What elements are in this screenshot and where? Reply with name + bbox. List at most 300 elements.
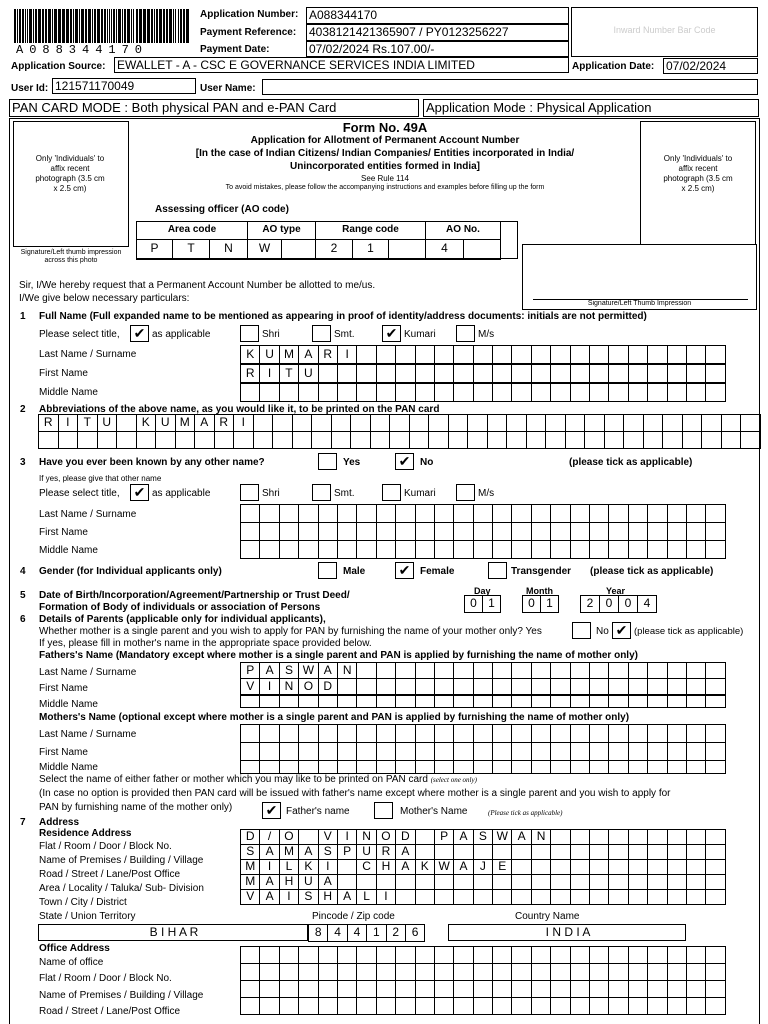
- char-cell: [609, 875, 628, 890]
- char-cell: [410, 432, 430, 449]
- char-cell: [474, 679, 493, 695]
- char-cell: [668, 830, 687, 845]
- q3-smt-check[interactable]: [312, 484, 331, 501]
- app-date-field: 07/02/2024: [663, 58, 758, 74]
- char-cell: [551, 384, 570, 402]
- q4-num: 4: [20, 566, 26, 577]
- barcode-bar: [169, 9, 172, 43]
- char-cell: [371, 432, 391, 449]
- char-cell: [706, 663, 725, 679]
- char-cell: [454, 523, 473, 541]
- char-cell: [532, 964, 551, 981]
- char-cell: [260, 981, 279, 998]
- q2-text: Abbreviations of the above name, as you would like it, to be printed on the PAN card: [39, 404, 440, 415]
- char-cell: [338, 947, 357, 964]
- barcode-bar: [109, 9, 110, 43]
- q6-f-last-grid[interactable]: [240, 662, 726, 679]
- char-cell: [493, 365, 512, 383]
- q7-office-premises-label: Name of Premises / Building / Village: [39, 990, 204, 1001]
- char-cell: [435, 384, 454, 402]
- char-cell: [551, 523, 570, 541]
- char-cell: [532, 947, 551, 964]
- char-cell: [377, 875, 396, 890]
- q4-trans-label: Transgender: [511, 566, 572, 577]
- char-cell: [493, 964, 512, 981]
- q7-office-row4[interactable]: [240, 997, 726, 1015]
- char-cell: [474, 743, 493, 761]
- char-cell: [474, 523, 493, 541]
- q7-office-row3[interactable]: [240, 980, 726, 998]
- q6-f-middle-grid[interactable]: [240, 695, 726, 708]
- char-cell: [396, 725, 415, 743]
- q6-mothers-check[interactable]: [374, 802, 393, 819]
- char-cell: [629, 384, 648, 402]
- q5-month-label: Month: [526, 586, 553, 596]
- char-cell: [416, 998, 435, 1015]
- char-cell: [629, 696, 648, 708]
- char-cell: M: [280, 346, 299, 364]
- q3-as-app: as applicable: [152, 488, 211, 499]
- char-cell: [668, 679, 687, 695]
- q1-smt-check[interactable]: [312, 325, 331, 342]
- char-cell: [648, 761, 667, 774]
- barcode-bar: [143, 9, 146, 43]
- char-cell: [454, 743, 473, 761]
- char-cell: [668, 523, 687, 541]
- char-cell: [416, 890, 435, 905]
- char-cell: [609, 679, 628, 695]
- q7-label-premises: Name of Premises / Building / Village: [39, 855, 204, 866]
- char-cell: 2: [387, 925, 406, 942]
- char-cell: [609, 981, 628, 998]
- q1-middle-label: Middle Name: [39, 387, 98, 398]
- app-date-label: Application Date:: [572, 61, 655, 72]
- q7-title: Address: [39, 817, 80, 828]
- q6-m-last-grid[interactable]: [240, 724, 726, 743]
- char-cell: [741, 415, 761, 432]
- char-cell: [687, 696, 706, 708]
- char-cell: [683, 415, 703, 432]
- char-cell: [648, 365, 667, 383]
- char-cell: 1: [483, 596, 501, 613]
- q5-day-grid[interactable]: [464, 595, 501, 613]
- barcode-bar: [45, 9, 47, 43]
- char-cell: [357, 725, 376, 743]
- char-cell: [338, 523, 357, 541]
- char-cell: [280, 964, 299, 981]
- char-cell: [648, 679, 667, 695]
- char-cell: [687, 505, 706, 523]
- char-cell: [571, 845, 590, 860]
- char-cell: [371, 415, 391, 432]
- char-cell: [648, 346, 667, 364]
- char-cell: [687, 964, 706, 981]
- char-cell: [260, 505, 279, 523]
- barcode-bar: [94, 9, 96, 43]
- char-cell: A: [299, 845, 318, 860]
- q4-trans-check[interactable]: [488, 562, 507, 579]
- char-cell: [532, 860, 551, 875]
- barcode-bar: [186, 9, 189, 43]
- form-title: Form No. 49A: [342, 120, 428, 135]
- char-cell: [454, 679, 473, 695]
- q3-ms-check[interactable]: [456, 484, 475, 501]
- char-cell: [687, 523, 706, 541]
- q6-fathers-label: Father's name: [286, 806, 350, 817]
- ao-cell: P: [137, 240, 173, 260]
- char-cell: [319, 523, 338, 541]
- char-cell: [668, 998, 687, 1015]
- q1-last-grid[interactable]: [240, 345, 726, 364]
- char-cell: [299, 998, 318, 1015]
- char-cell: [454, 981, 473, 998]
- char-cell: [532, 541, 551, 559]
- barcode-bar: [136, 9, 138, 43]
- q2-row1-grid[interactable]: [38, 414, 761, 432]
- ao-title: Assessing officer (AO code): [155, 204, 289, 215]
- char-cell: [566, 432, 586, 449]
- char-cell: 0: [523, 596, 541, 613]
- char-cell: [396, 541, 415, 559]
- char-cell: [377, 696, 396, 708]
- char-cell: M: [176, 415, 196, 432]
- char-cell: [377, 523, 396, 541]
- q1-shri-check[interactable]: [240, 325, 259, 342]
- char-cell: [493, 947, 512, 964]
- payment-ref-field: 4038121421365907 / PY0123256227: [306, 24, 569, 41]
- char-cell: [624, 415, 644, 432]
- char-cell: [280, 505, 299, 523]
- char-cell: V: [319, 830, 338, 845]
- q7-office-row2[interactable]: [240, 963, 726, 981]
- char-cell: [551, 860, 570, 875]
- q6-tick-app: (Please tick as applicable): [488, 809, 563, 817]
- char-cell: [416, 346, 435, 364]
- char-cell: [332, 432, 352, 449]
- char-cell: [644, 432, 664, 449]
- char-cell: [571, 505, 590, 523]
- char-cell: [702, 432, 722, 449]
- photo-box-right: [640, 121, 756, 245]
- char-cell: N: [357, 830, 376, 845]
- char-cell: [571, 346, 590, 364]
- ao-header-row: [136, 221, 501, 240]
- q1-middle-grid[interactable]: [240, 383, 726, 402]
- barcode-bar: [38, 9, 41, 43]
- char-cell: M: [241, 875, 260, 890]
- char-cell: [706, 679, 725, 695]
- char-cell: [396, 875, 415, 890]
- q7-row-flat[interactable]: [240, 829, 726, 845]
- q7-row-premises[interactable]: [240, 844, 726, 860]
- q7-office-row1[interactable]: [240, 946, 726, 964]
- char-cell: [668, 964, 687, 981]
- char-cell: [706, 384, 725, 402]
- char-cell: [590, 679, 609, 695]
- char-cell: [668, 890, 687, 905]
- char-cell: P: [338, 845, 357, 860]
- char-cell: [416, 845, 435, 860]
- char-cell: [571, 679, 590, 695]
- q1-first-grid[interactable]: [240, 364, 726, 383]
- char-cell: [377, 541, 396, 559]
- char-cell: [416, 663, 435, 679]
- char-cell: I: [260, 365, 279, 383]
- char-cell: [319, 541, 338, 559]
- char-cell: [357, 663, 376, 679]
- q3-no-check[interactable]: ✔: [395, 453, 414, 470]
- char-cell: [280, 998, 299, 1015]
- char-cell: [273, 432, 293, 449]
- char-cell: [319, 365, 338, 383]
- char-cell: I: [260, 679, 279, 695]
- char-cell: U: [299, 365, 318, 383]
- barcode-bar: [131, 9, 132, 43]
- q1-text: Full Name (Full expanded name to be mentioned as appearing in proof of identity/address documents: initials are not permitted): [39, 311, 647, 322]
- char-cell: [396, 981, 415, 998]
- q6-m-first-label: First Name: [39, 747, 88, 758]
- char-cell: [117, 415, 137, 432]
- q2-row2-grid[interactable]: [38, 431, 761, 449]
- char-cell: [590, 875, 609, 890]
- ao-value-row: [136, 239, 501, 260]
- q6-incase2: PAN by furnishing name of the mother only): [39, 802, 233, 813]
- char-cell: [299, 761, 318, 774]
- char-cell: [605, 432, 625, 449]
- char-cell: [319, 947, 338, 964]
- char-cell: [532, 743, 551, 761]
- char-cell: [585, 415, 605, 432]
- q7-pin-grid[interactable]: [308, 924, 425, 942]
- q5-line1: Date of Birth/Incorporation/Agreement/Partnership or Trust Deed/: [39, 590, 350, 601]
- char-cell: [474, 890, 493, 905]
- char-cell: U: [299, 875, 318, 890]
- char-cell: [629, 365, 648, 383]
- char-cell: [629, 981, 648, 998]
- q4-male-label: Male: [343, 566, 366, 577]
- q4-male-check[interactable]: [318, 562, 337, 579]
- char-cell: [260, 947, 279, 964]
- char-cell: [474, 725, 493, 743]
- q7-country-field[interactable]: I N D I A: [448, 924, 686, 941]
- char-cell: [571, 725, 590, 743]
- q6-m-middle-grid[interactable]: [240, 760, 726, 774]
- char-cell: [687, 981, 706, 998]
- char-cell: [474, 981, 493, 998]
- q3-last-grid[interactable]: [240, 504, 726, 523]
- q1-first-label: First Name: [39, 368, 88, 379]
- char-cell: [571, 981, 590, 998]
- char-cell: [706, 830, 725, 845]
- char-cell: U: [98, 415, 118, 432]
- char-cell: [648, 523, 667, 541]
- char-cell: [687, 346, 706, 364]
- char-cell: [280, 981, 299, 998]
- q7-row-area[interactable]: [240, 874, 726, 890]
- char-cell: U: [357, 845, 376, 860]
- char-cell: I: [377, 890, 396, 905]
- char-cell: [648, 830, 667, 845]
- barcode-bar: [107, 9, 108, 43]
- char-cell: [493, 875, 512, 890]
- char-cell: [706, 725, 725, 743]
- char-cell: [590, 541, 609, 559]
- q1-ms-check[interactable]: [456, 325, 475, 342]
- char-cell: [435, 743, 454, 761]
- char-cell: H: [377, 860, 396, 875]
- q4-female-check[interactable]: ✔: [395, 562, 414, 579]
- char-cell: [396, 365, 415, 383]
- char-cell: [706, 346, 725, 364]
- char-cell: 2: [581, 596, 600, 613]
- q1-kumari-label: Kumari: [404, 329, 436, 340]
- char-cell: [260, 761, 279, 774]
- char-cell: M: [280, 845, 299, 860]
- char-cell: [176, 432, 196, 449]
- q3-ms-label: M/s: [478, 488, 495, 499]
- q7-row-town[interactable]: [240, 889, 726, 905]
- char-cell: [435, 761, 454, 774]
- char-cell: [571, 523, 590, 541]
- q7-office-road-label: Road / Street / Lane/Post Office: [39, 1006, 181, 1017]
- char-cell: [512, 845, 531, 860]
- char-cell: [435, 875, 454, 890]
- char-cell: [357, 964, 376, 981]
- char-cell: [648, 845, 667, 860]
- char-cell: D: [241, 830, 260, 845]
- char-cell: A: [319, 663, 338, 679]
- char-cell: [668, 761, 687, 774]
- char-cell: [319, 964, 338, 981]
- q3-middle-grid[interactable]: [240, 540, 726, 559]
- char-cell: [59, 432, 79, 449]
- char-cell: [668, 845, 687, 860]
- char-cell: [338, 761, 357, 774]
- char-cell: [357, 875, 376, 890]
- q5-year-grid[interactable]: [580, 595, 657, 613]
- char-cell: [435, 346, 454, 364]
- q3-kumari-check[interactable]: [382, 484, 401, 501]
- char-cell: [338, 964, 357, 981]
- q1-kumari-check[interactable]: ✔: [382, 325, 401, 342]
- char-cell: [512, 365, 531, 383]
- char-cell: [687, 541, 706, 559]
- q6-no-check[interactable]: ✔: [612, 622, 631, 639]
- char-cell: [338, 860, 357, 875]
- barcode-bar: [166, 9, 168, 43]
- barcode-bar: [52, 9, 53, 43]
- q3-yes-check[interactable]: [318, 453, 337, 470]
- char-cell: [319, 998, 338, 1015]
- char-cell: [706, 964, 725, 981]
- q7-label-flat: Flat / Room / Door / Block No.: [39, 841, 172, 852]
- char-cell: 0: [600, 596, 619, 613]
- char-cell: [706, 696, 725, 708]
- barcode-bar: [154, 9, 155, 43]
- q3-first-grid[interactable]: [240, 522, 726, 541]
- q6-fathers-check[interactable]: ✔: [262, 802, 281, 819]
- char-cell: [722, 432, 742, 449]
- char-cell: [687, 663, 706, 679]
- barcode-bar: [25, 9, 26, 43]
- char-cell: [260, 964, 279, 981]
- char-cell: [551, 743, 570, 761]
- char-cell: A: [396, 860, 415, 875]
- char-cell: [706, 981, 725, 998]
- barcode-bar: [151, 9, 153, 43]
- char-cell: [377, 947, 396, 964]
- q7-row-road[interactable]: [240, 859, 726, 875]
- char-cell: [260, 696, 279, 708]
- q7-state-field[interactable]: B I H A R: [38, 924, 308, 941]
- barcode-bar: [88, 9, 91, 43]
- ao-cell: [389, 240, 426, 260]
- char-cell: I: [234, 415, 254, 432]
- char-cell: [493, 743, 512, 761]
- q1-sample-check: ✔: [130, 325, 149, 342]
- char-cell: [532, 981, 551, 998]
- form-subtitle: Application for Allotment of Permanent Account Number: [250, 135, 520, 146]
- q6-f-first-grid[interactable]: [240, 678, 726, 695]
- char-cell: [585, 432, 605, 449]
- char-cell: [512, 696, 531, 708]
- char-cell: [416, 365, 435, 383]
- char-cell: [241, 696, 260, 708]
- char-cell: [493, 541, 512, 559]
- char-cell: [416, 743, 435, 761]
- q3-no-label: No: [420, 457, 434, 468]
- char-cell: [416, 830, 435, 845]
- q7-res: Residence Address: [39, 828, 132, 839]
- q1-num: 1: [20, 311, 26, 322]
- char-cell: [551, 981, 570, 998]
- q7-label-road: Road / Street / Lane/Post Office: [39, 869, 181, 880]
- char-cell: [260, 743, 279, 761]
- q6-yes-check[interactable]: [572, 622, 591, 639]
- char-cell: R: [319, 346, 338, 364]
- q5-month-grid[interactable]: [522, 595, 559, 613]
- char-cell: [609, 696, 628, 708]
- char-cell: [98, 432, 118, 449]
- char-cell: [532, 346, 551, 364]
- char-cell: [312, 432, 332, 449]
- ao-type-header: AO type: [248, 222, 316, 240]
- user-name-label: User Name:: [200, 83, 256, 94]
- char-cell: [351, 415, 371, 432]
- q3-shri-check[interactable]: [240, 484, 259, 501]
- char-cell: [590, 860, 609, 875]
- char-cell: [396, 964, 415, 981]
- char-cell: [532, 365, 551, 383]
- char-cell: A: [454, 830, 473, 845]
- payment-ref-label: Payment Reference:: [200, 27, 297, 38]
- char-cell: [687, 875, 706, 890]
- char-cell: [706, 860, 725, 875]
- q6-m-first-grid[interactable]: [240, 742, 726, 761]
- char-cell: [546, 415, 566, 432]
- char-cell: [629, 998, 648, 1015]
- char-cell: [234, 432, 254, 449]
- char-cell: [396, 998, 415, 1015]
- char-cell: 0: [465, 596, 483, 613]
- char-cell: [648, 541, 667, 559]
- barcode-bar: [178, 9, 179, 43]
- char-cell: [706, 845, 725, 860]
- char-cell: [416, 505, 435, 523]
- char-cell: [648, 663, 667, 679]
- barcode-bar: [85, 9, 87, 43]
- char-cell: [532, 761, 551, 774]
